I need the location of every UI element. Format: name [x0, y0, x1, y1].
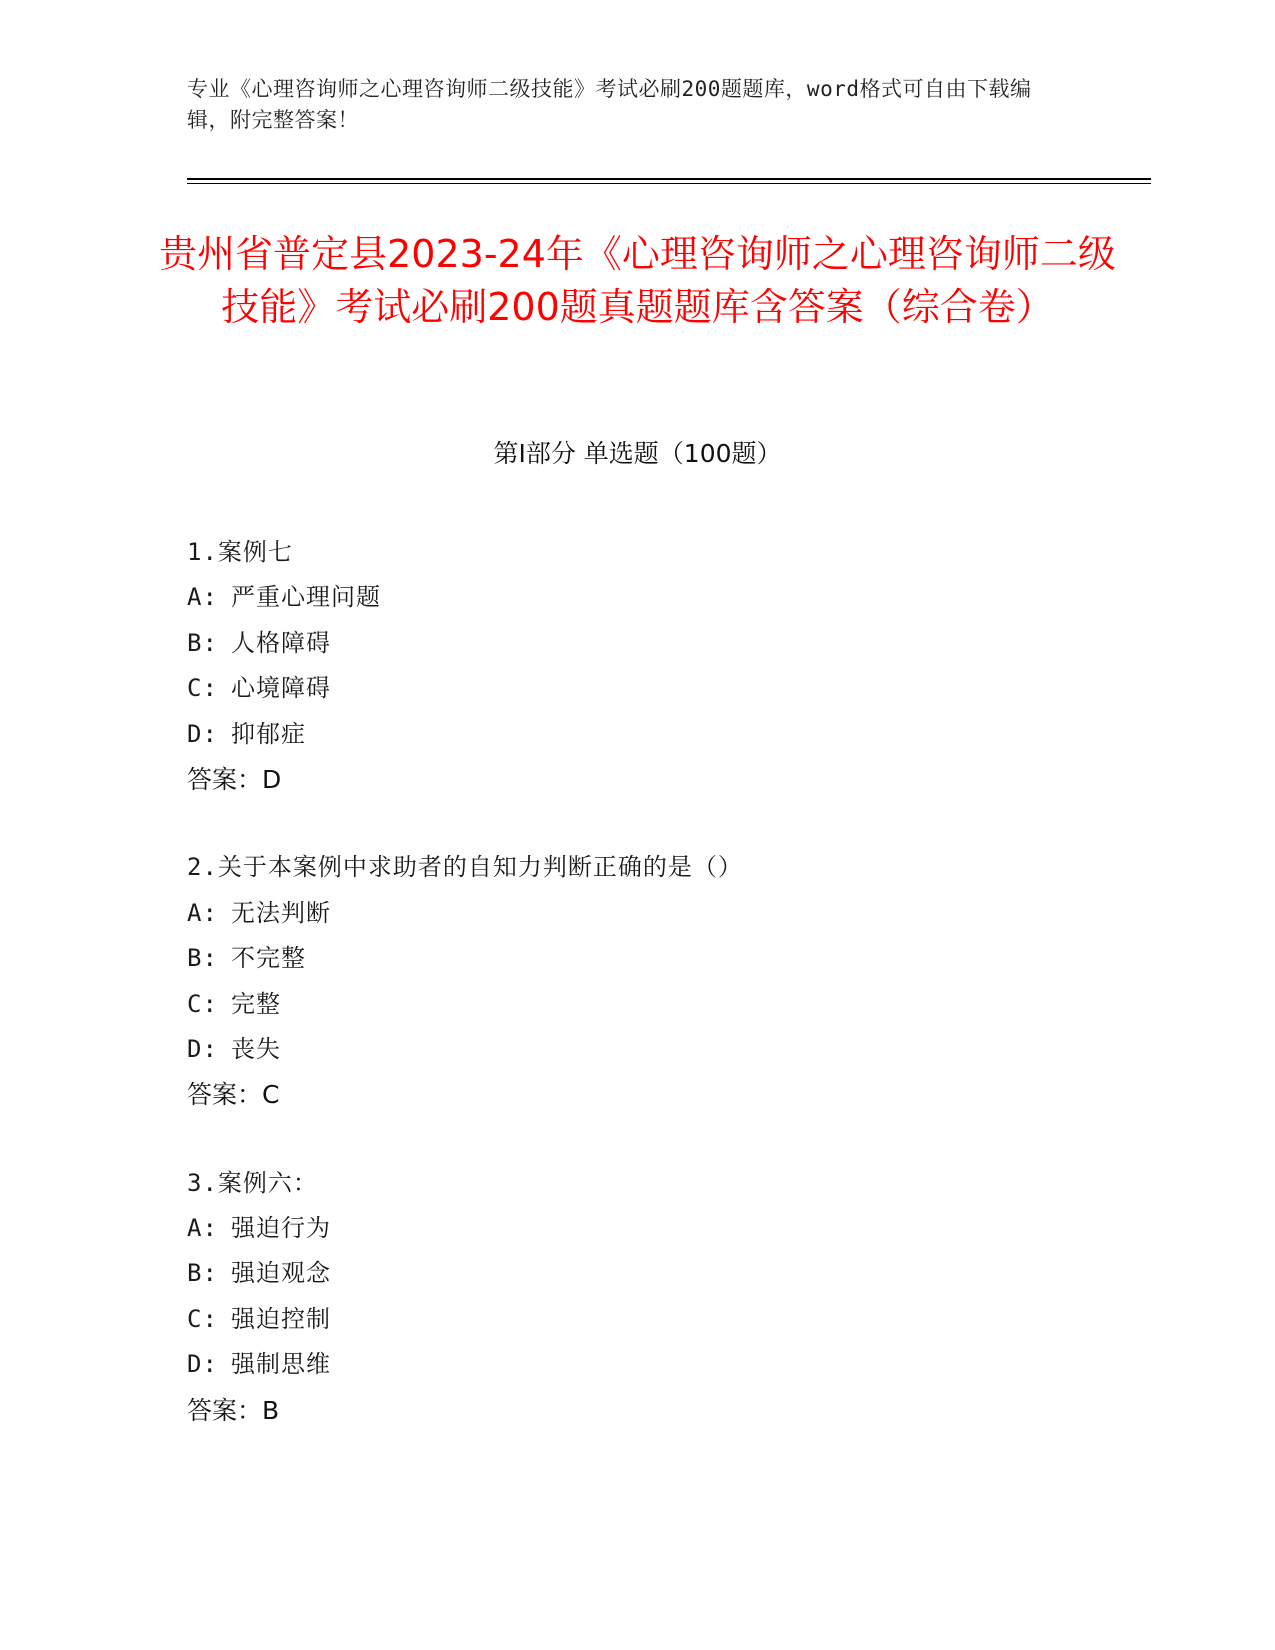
option-a: [187, 891, 1087, 936]
option-d: [187, 712, 1087, 757]
option-text: 人格障碍: [231, 628, 331, 657]
option-text: 丧失: [231, 1034, 281, 1063]
question-3: [187, 1161, 1087, 1433]
option-d: [187, 1027, 1087, 1072]
option-letter: C:: [187, 989, 218, 1018]
question-list: [187, 530, 1087, 1476]
section-title: 第Ⅰ部分 单选题（100题）: [493, 439, 782, 468]
option-letter: D:: [187, 1034, 218, 1063]
header-divider-thin: [187, 183, 1151, 184]
answer-line: 答案：C: [187, 1080, 280, 1110]
option-text: 完整: [231, 989, 281, 1018]
option-text: 强制思维: [231, 1350, 331, 1379]
option-c: [187, 982, 1087, 1027]
option-letter: B:: [187, 628, 218, 657]
question-stem: 3.案例六：: [187, 1168, 318, 1197]
header-divider: [187, 178, 1151, 180]
option-text: 严重心理问题: [231, 583, 381, 612]
option-a: [187, 1206, 1087, 1251]
question-stem: 2.关于本案例中求助者的自知力判断正确的是（）: [187, 853, 743, 882]
option-letter: B:: [187, 944, 218, 973]
question-1: [187, 530, 1087, 802]
option-text: 强迫控制: [231, 1304, 331, 1333]
option-b: [187, 936, 1087, 981]
option-letter: C:: [187, 1304, 218, 1333]
option-b: [187, 1251, 1087, 1296]
option-text: 强迫行为: [231, 1214, 331, 1243]
option-text: 不完整: [231, 944, 306, 973]
option-text: 无法判断: [231, 898, 331, 927]
answer-line: 答案：D: [187, 764, 282, 794]
option-b: [187, 621, 1087, 666]
option-letter: A:: [187, 1214, 218, 1243]
option-text: 强迫观念: [231, 1259, 331, 1288]
option-letter: D:: [187, 719, 218, 748]
option-letter: D:: [187, 1350, 218, 1379]
option-c: [187, 666, 1087, 711]
option-text: 抑郁症: [231, 719, 306, 748]
question-2: [187, 845, 1087, 1117]
question-stem: 1.案例七: [187, 538, 293, 566]
answer-line: 答案：B: [187, 1395, 280, 1425]
header-note: 专业《心理咨询师之心理咨询师二级技能》考试必刷200题题库，word格式可自由下载编辑，附完整答案！: [187, 77, 1032, 132]
option-letter: A:: [187, 898, 218, 927]
option-text: 心境障碍: [231, 674, 331, 703]
option-letter: A:: [187, 583, 218, 612]
option-c: [187, 1297, 1087, 1342]
document-title: 贵州省普定县2023-24年《心理咨询师之心理咨询师二级技能》考试必刷200题真题题库含答案（综合卷）: [159, 232, 1116, 329]
option-d: [187, 1342, 1087, 1387]
option-letter: C:: [187, 674, 218, 703]
option-a: [187, 575, 1087, 620]
option-letter: B:: [187, 1259, 218, 1288]
